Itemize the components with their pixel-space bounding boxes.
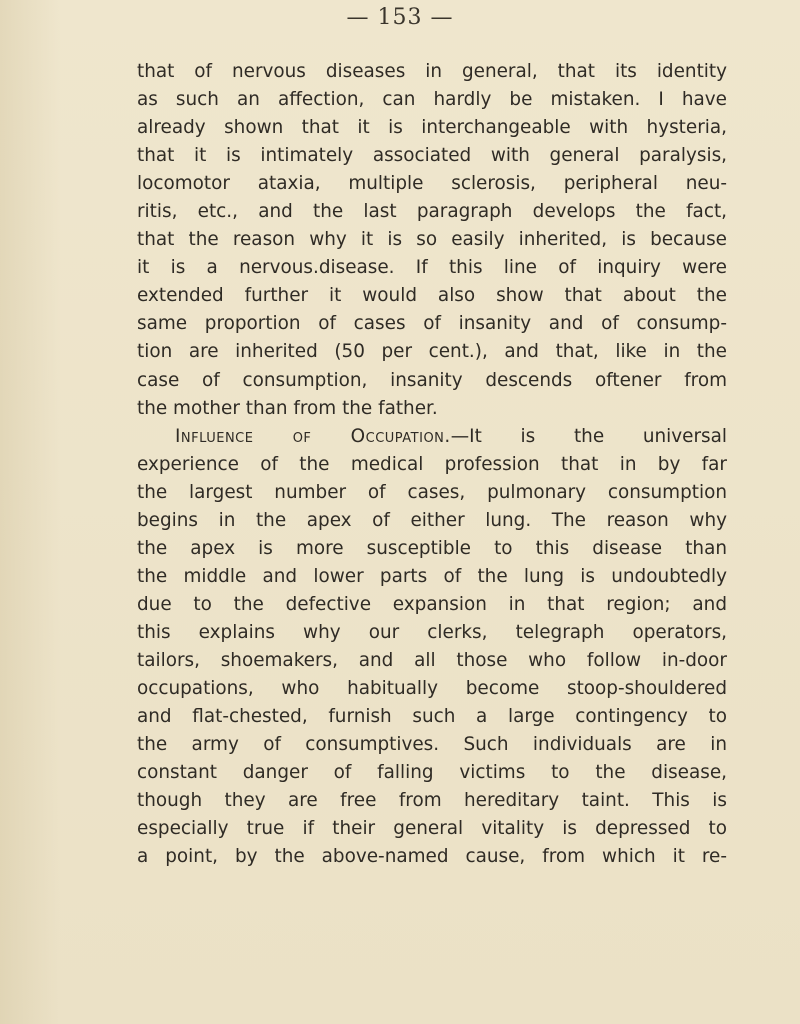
text-line: same proportion of cases of insanity and of consump-	[137, 313, 727, 335]
text-line: this explains why our clerks, telegraph operators,	[137, 621, 727, 643]
text-line: the apex is more susceptible to this disease than	[137, 537, 727, 559]
text-fragment: —It is the universal	[450, 425, 728, 447]
text-line: constant danger of falling victims to the disease,	[137, 762, 727, 784]
paragraph-heredity	[137, 58, 727, 423]
text-line: especially true if their general vitality is depressed to	[137, 818, 727, 840]
text-line: the middle and lower parts of the lung is undoubtedly	[137, 565, 727, 587]
text-line: and flat-chested, furnish such a large contingency to	[137, 706, 727, 728]
text-line: tion are inherited (50 per cent.), and that, like in the	[137, 341, 727, 363]
body-text	[137, 58, 727, 871]
text-line: that of nervous diseases in general, that its identity	[137, 61, 727, 82]
paragraph-occupation	[137, 423, 727, 872]
text-line: extended further it would also show that about the	[137, 285, 727, 307]
text-line: the largest number of cases, pulmonary consumption	[137, 481, 727, 503]
text-line: case of consumption, insanity descends oftener from	[137, 369, 727, 391]
text-line: it is a nervous.disease. If this line of inquiry were	[137, 257, 727, 279]
text-line: a point, by the above-named cause, from which it re-	[137, 846, 727, 868]
text-line: occupations, who habitually become stoop-shouldered	[137, 678, 727, 700]
text-line: that it is intimately associated with general paralysis,	[137, 145, 727, 167]
text-line: locomotor ataxia, multiple sclerosis, peripheral neu-	[137, 173, 727, 195]
text-line: due to the defective expansion in that region; and	[137, 593, 727, 615]
text-line: begins in the apex of either lung. The reason why	[137, 509, 727, 531]
page-number: — 153 —	[346, 5, 454, 30]
text-line: already shown that it is interchangeable with hysteria,	[137, 117, 727, 139]
text-line: experience of the medical profession that in by far	[137, 453, 727, 475]
section-first-line	[137, 423, 727, 451]
text-line: though they are free from hereditary taint. This is	[137, 790, 727, 812]
text-line: that the reason why it is so easily inherited, is because	[137, 229, 727, 251]
text-line: tailors, shoemakers, and all those who follow in-door	[137, 649, 727, 671]
text-line: as such an affection, can hardly be mistaken. I have	[137, 89, 727, 111]
text-line: the mother than from the father.	[137, 397, 438, 419]
section-heading: Influence of Occupation.	[175, 425, 451, 447]
text-line: the army of consumptives. Such individuals are in	[137, 734, 727, 756]
text-line: ritis, etc., and the last paragraph develops the fact,	[137, 201, 727, 223]
